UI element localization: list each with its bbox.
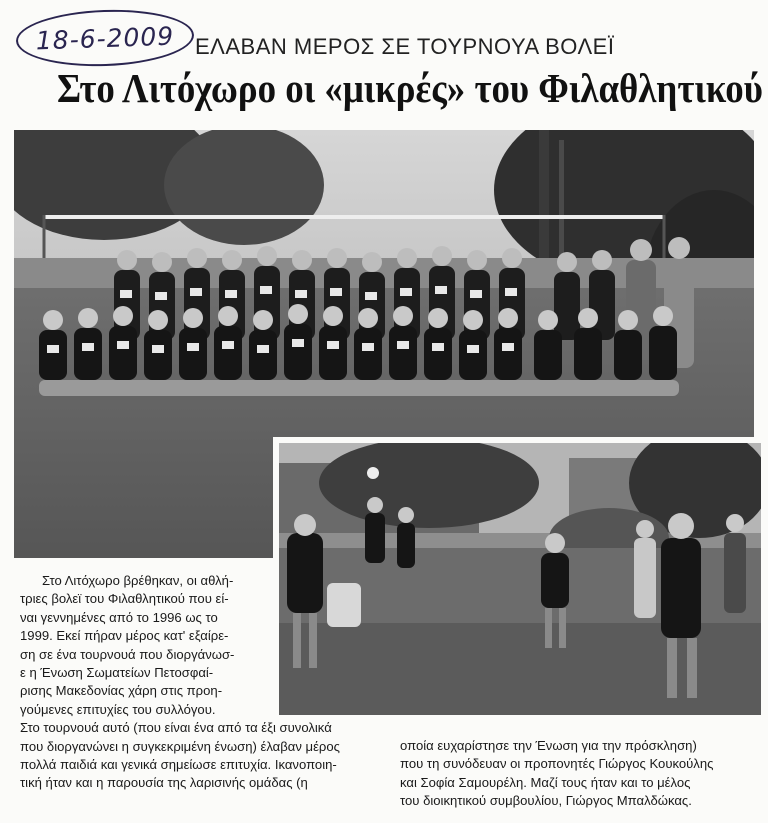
article-line: και Σοφία Σαμουρέλη. Μαζί τους ήταν και το μέλος xyxy=(400,774,691,790)
article-line: ε η Ένωση Σωματείων Πετοσφαί- xyxy=(20,665,214,681)
kicker-headline: ΕΛΑΒΑΝ ΜΕΡΟΣ ΣΕ ΤΟΥΡΝΟΥΑ ΒΟΛΕΪ xyxy=(195,34,615,59)
article-line: ναι γεννημένες από το 1996 ως το xyxy=(20,609,218,625)
article-line: τική ήταν και η παρουσία της λαρισινής ομάδας (η xyxy=(20,775,308,791)
article-line: του διοικητικού συμβουλίου, Γιώργος Μπαλδώκας. xyxy=(400,793,692,809)
article-line: γούμενες επιτυχίες του συλλόγου. xyxy=(20,701,216,717)
article-right-column xyxy=(400,737,755,811)
article-line: οποία ευχαρίστησε την Ένωση για την πρόσκληση) xyxy=(400,738,697,753)
article-line: ση σε ένα τουρνουά που διοργάνωσ- xyxy=(20,646,235,662)
article-line: Στο τουρνουά αυτό (που είναι ένα από τα έξι συνολικά xyxy=(20,720,332,736)
article-line: τριες βολεϊ του Φιλαθλητικού που εί- xyxy=(20,591,229,607)
article-line: που διοργανώνει η συγκεκριμένη ένωση) έλαβαν μέρος xyxy=(20,738,340,754)
article-line: που τη συνόδευαν οι προπονητές Γιώργος Κουκούλης xyxy=(400,756,714,772)
article-left-column xyxy=(20,572,408,793)
article-line: πολλά παιδιά και γενικά σημείωσε επιτυχία. Ικανοποιη- xyxy=(20,757,337,773)
article-line: 1999. Εκεί πήραν μέρος κατ' εξαίρε- xyxy=(20,628,229,644)
article-line: Στο Λιτόχωρο βρέθηκαν, οι αθλή- xyxy=(42,573,234,588)
handwritten-date-stamp: 18-6-2009 xyxy=(15,7,195,69)
main-headline: Στο Λιτόχωρο οι «μικρές» του Φιλαθλητικού xyxy=(57,65,763,111)
article-line: ρισης Μακεδονίας χάρη στις προη- xyxy=(20,683,223,699)
